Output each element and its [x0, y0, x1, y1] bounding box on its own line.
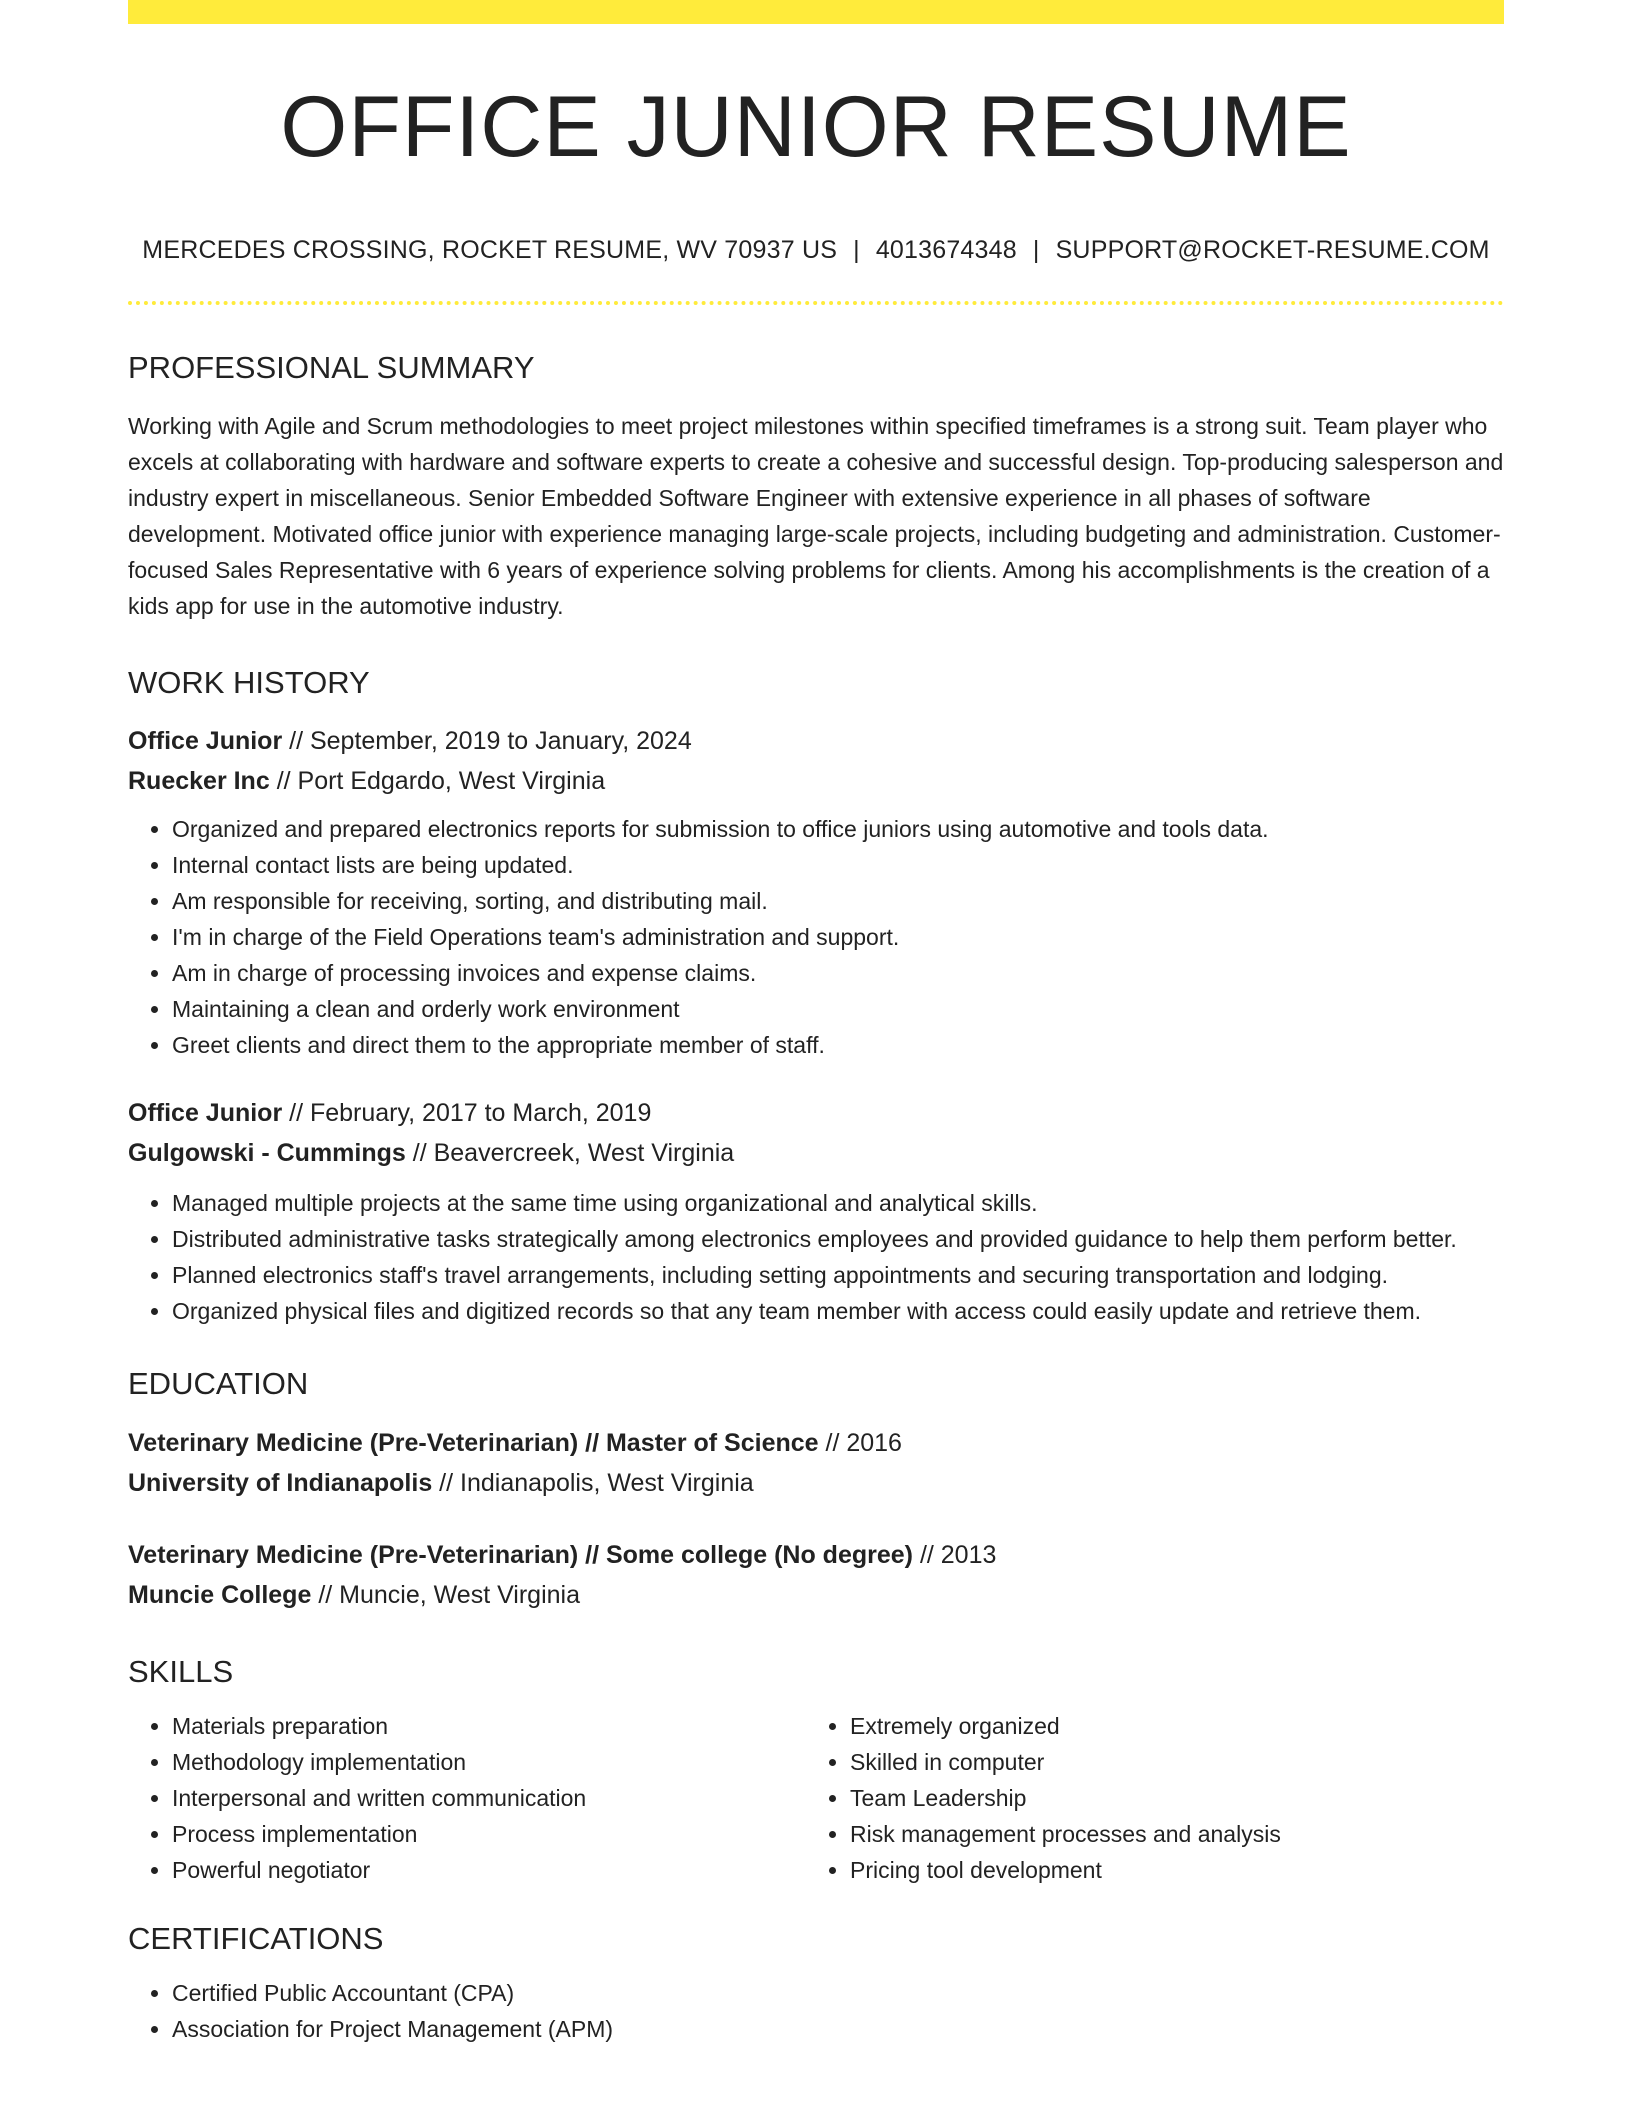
list-item: • Planned electronics staff's travel arrangements, including setting appointments and securing transportation and lodging.: [172, 1257, 1504, 1293]
list-item: • Team Leadership: [850, 1780, 1484, 1816]
list-item: • Maintaining a clean and orderly work environment: [172, 991, 1504, 1027]
list-item: • Powerful negotiator: [172, 1852, 806, 1888]
list-item: • Certified Public Accountant (CPA): [172, 1975, 1504, 2011]
job-location: // Beavercreek, West Virginia: [405, 1139, 735, 1168]
work-history-section: [128, 664, 1504, 1329]
job-location: // Port Edgardo, West Virginia: [269, 767, 606, 796]
education-degree: Veterinary Medicine (Pre-Veterinarian) // Some college (No degree): [128, 1540, 913, 1569]
list-item: • Organized physical files and digitized records so that any team member with access could easily update and retrieve them.: [172, 1293, 1504, 1329]
skills-list-left: [128, 1708, 806, 1888]
contact-separator: |: [1032, 236, 1040, 264]
job-title-line: [128, 721, 1504, 761]
education-degree-line: [128, 1535, 1504, 1575]
job-company: Gulgowski - Cummings: [128, 1139, 406, 1168]
list-item: • Methodology implementation: [172, 1744, 806, 1780]
section-heading-work: WORK HISTORY: [128, 665, 370, 701]
education-school-line: [128, 1463, 1504, 1503]
job-bullets: [128, 1185, 1504, 1329]
section-heading-summary: PROFESSIONAL SUMMARY: [128, 350, 535, 385]
list-item: • Materials preparation: [172, 1708, 806, 1744]
contact-email: SUPPORT@ROCKET-RESUME.COM: [1055, 236, 1490, 264]
skills-list-right: [806, 1708, 1484, 1888]
list-item: • Interpersonal and written communication: [172, 1780, 806, 1816]
skills-section: [128, 1653, 1504, 1888]
education-location: // Indianapolis, West Virginia: [432, 1468, 754, 1497]
list-item: • Distributed administrative tasks strategically among electronics employees and provided guidance to help them perform better.: [172, 1221, 1504, 1257]
certifications-list: [128, 1975, 1504, 2047]
list-item: • I'm in charge of the Field Operations team's administration and support.: [172, 919, 1504, 955]
certifications-section: [128, 1920, 1504, 2047]
contact-phone: 4013674348: [875, 236, 1017, 264]
education-section: [128, 1365, 1504, 1614]
job-company: Ruecker Inc: [128, 767, 270, 796]
list-item: • Managed multiple projects at the same time using organizational and analytical skills.: [172, 1185, 1504, 1221]
education-degree: Veterinary Medicine (Pre-Veterinarian) // Master of Science: [128, 1428, 819, 1457]
job-dates: // February, 2017 to March, 2019: [282, 1099, 652, 1128]
list-item: • Greet clients and direct them to the appropriate member of staff.: [172, 1027, 1504, 1063]
list-item: • Extremely organized: [850, 1708, 1484, 1744]
education-entry: [128, 1535, 1504, 1615]
contact-line: [128, 236, 1504, 265]
contact-separator: |: [853, 236, 860, 264]
skills-grid: [128, 1708, 1504, 1888]
education-year: // 2016: [818, 1428, 902, 1457]
list-item: • Skilled in computer: [850, 1744, 1484, 1780]
section-heading-education: EDUCATION: [128, 1366, 309, 1402]
education-location: // Muncie, West Virginia: [311, 1580, 581, 1609]
section-heading-skills: SKILLS: [128, 1653, 234, 1689]
job-role: Office Junior: [128, 727, 283, 756]
list-item: • Organized and prepared electronics reports for submission to office juniors using automotive and tools data.: [172, 811, 1504, 847]
summary-text: Working with Agile and Scrum methodologies to meet project milestones within specified timeframes is a strong suit. Team player who excels at collaborating with hardware and software experts to create a cohesive and successful design. Top-producing salesperson and industry expert in miscellaneous. Senior Embedded Software Engineer with extensive experience in all phases of software development. Motivated office junior with experience managing large-scale projects, including budgeting and administration. Customer-focused Sales Representative with 6 years of experience solving problems for clients. Among his accomplishments is the creation of a kids app for use in the automotive industry.: [128, 413, 1504, 620]
job-entry: [128, 1093, 1504, 1329]
job-bullets: [128, 811, 1504, 1063]
education-school-line: [128, 1575, 1504, 1615]
list-item: • Risk management processes and analysis: [850, 1816, 1484, 1852]
job-role: Office Junior: [128, 1099, 283, 1128]
education-school: University of Indianapolis: [128, 1468, 433, 1497]
job-title-line: [128, 1093, 1504, 1133]
section-heading-certifications: CERTIFICATIONS: [128, 1920, 384, 1956]
list-item: • Am responsible for receiving, sorting, and distributing mail.: [172, 883, 1504, 919]
job-entry: [128, 721, 1504, 1063]
resume-page: [128, 0, 1504, 2047]
dotted-divider: [128, 301, 1504, 305]
list-item: • Internal contact lists are being updated.: [172, 847, 1504, 883]
contact-address: MERCEDES CROSSING, ROCKET RESUME, WV 70937 US: [142, 236, 838, 264]
list-item: • Association for Project Management (APM): [172, 2011, 1504, 2047]
list-item: • Pricing tool development: [850, 1852, 1484, 1888]
education-entry: [128, 1423, 1504, 1503]
job-dates: // September, 2019 to January, 2024: [282, 727, 692, 756]
education-year: // 2013: [913, 1540, 997, 1569]
list-item: • Am in charge of processing invoices and expense claims.: [172, 955, 1504, 991]
job-company-line: [128, 1133, 1504, 1173]
summary-section: [128, 349, 1504, 624]
list-item: • Process implementation: [172, 1816, 806, 1852]
job-company-line: [128, 761, 1504, 801]
resume-title: OFFICE JUNIOR RESUME: [280, 79, 1352, 175]
education-degree-line: [128, 1423, 1504, 1463]
accent-top-bar: [128, 0, 1504, 24]
education-school: Muncie College: [128, 1580, 312, 1609]
